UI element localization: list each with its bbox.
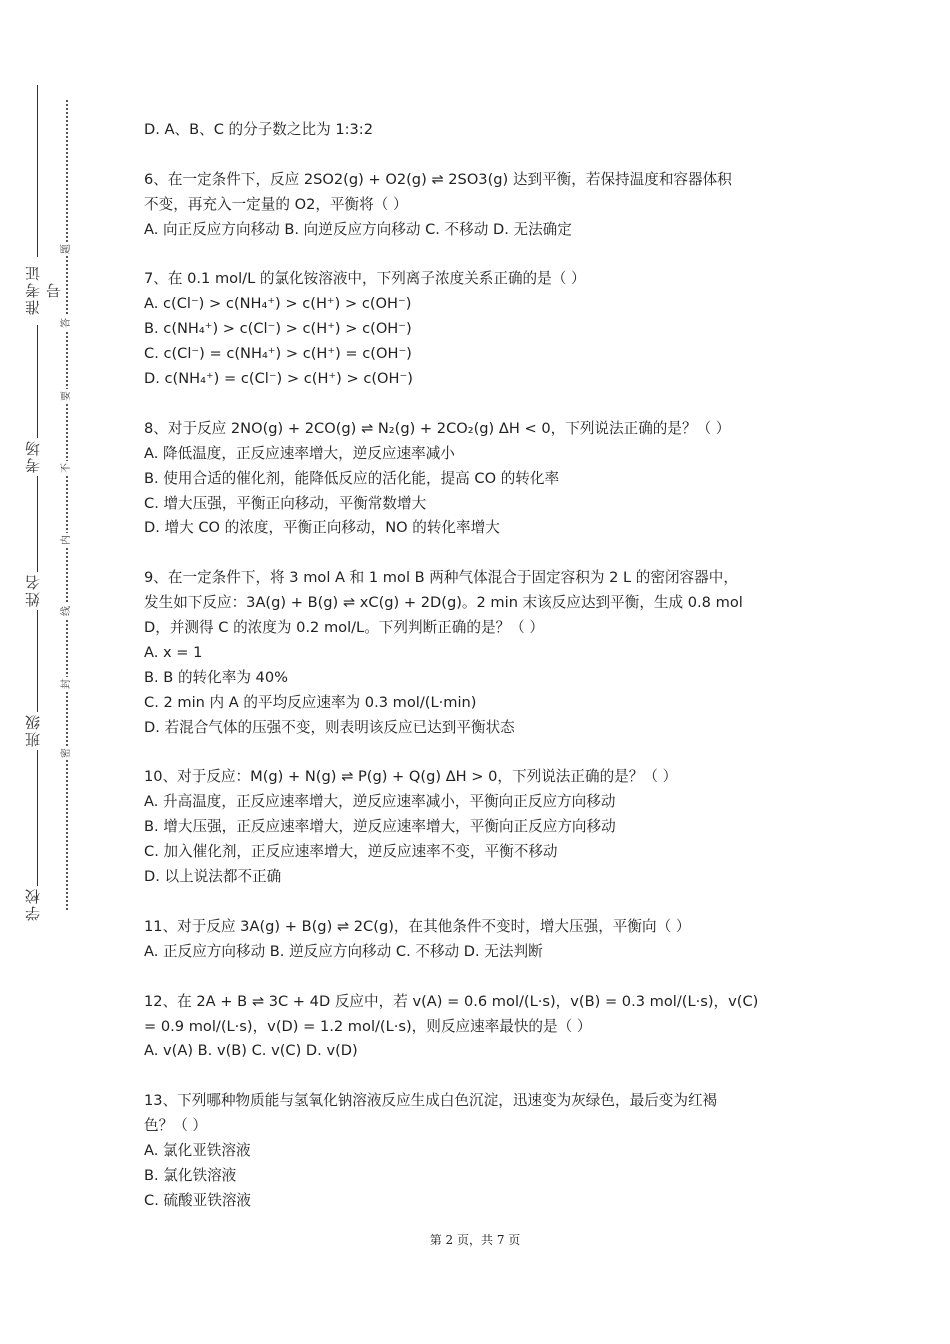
binding-line — [37, 476, 38, 572]
text-line: C. 增大压强，平衡正向移动，平衡常数增大 — [144, 494, 427, 512]
text-line: C. 硫酸亚铁溶液 — [144, 1191, 252, 1209]
binding-line — [37, 610, 38, 712]
text-line: B. c(NH₄⁺) > c(Cl⁻) > c(H⁺) > c(OH⁻) — [144, 320, 412, 338]
text-line: 7、在 0.1 mol/L 的氯化铵溶液中，下列离子浓度关系正确的是（ ） — [144, 270, 586, 288]
text-line: A. v(A) B. v(B) C. v(C) D. v(D) — [144, 1042, 358, 1060]
text-line: A. 向正反应方向移动 B. 向逆反应方向移动 C. 不移动 D. 无法确定 — [144, 220, 572, 238]
page-number: 第 2 页，共 7 页 — [429, 1233, 521, 1247]
seal-char: 封 — [61, 679, 72, 689]
text-line: 发生如下反应：3A(g) + B(g) ⇌ xC(g) + 2D(g)。2 min 末该反应达到平衡，生成 0.8 mol — [144, 594, 743, 612]
text-line: 不变，再充入一定量的 O2，平衡将（ ） — [144, 195, 408, 213]
seal-char: 要 — [61, 391, 72, 401]
line-gap — [144, 965, 810, 990]
line-gap — [144, 890, 810, 915]
text-line: 9、在一定条件下，将 3 mol A 和 1 mol B 两种气体混合于固定容积为 2 L 的密闭容器中， — [144, 569, 738, 587]
seal-char: 密 — [61, 748, 72, 758]
binding-line — [37, 85, 38, 257]
line-gap — [144, 243, 810, 268]
text-line: C. 加入催化剂，正反应速率增大，逆反应速率不变，平衡不移动 — [144, 843, 558, 861]
line-gap — [144, 741, 810, 766]
binding-line — [37, 750, 38, 886]
seal-char: 题 — [61, 244, 72, 254]
text-line: 12、在 2A + B ⇌ 3C + 4D 反应中，若 v(A) = 0.6 mol/(L·s)，v(B) = 0.3 mol/(L·s)，v(C) — [144, 992, 759, 1010]
binding-field-exam-number: 准考证号 — [24, 264, 63, 316]
text-line: A. 氯化亚铁溶液 — [144, 1142, 251, 1160]
binding-line — [37, 325, 38, 438]
binding-field-class: 班级 — [24, 713, 42, 747]
line-gap — [144, 1064, 810, 1089]
text-line: 8、对于反应 2NO(g) + 2CO(g) ⇌ N₂(g) + 2CO₂(g) ΔH < 0，下列说法正确的是？（ ） — [144, 419, 731, 437]
text-line: C. 2 min 内 A 的平均反应速率为 0.3 mol/(L·min) — [144, 693, 477, 711]
seal-char: 不 — [61, 463, 72, 473]
line-gap — [144, 541, 810, 566]
text-line: B. B 的转化率为 40% — [144, 668, 288, 686]
text-line: 13、下列哪种物质能与氢氧化钠溶液反应生成白色沉淀，迅速变为灰绿色，最后变为红褐 — [144, 1092, 718, 1110]
text-line: B. 增大压强，正反应速率增大，逆反应速率增大，平衡向正反应方向移动 — [144, 818, 616, 836]
text-line: 色？（ ） — [144, 1117, 208, 1135]
question-content — [144, 118, 810, 1214]
text-line: A. 升高温度，正反应速率增大，逆反应速率减小，平衡向正反应方向移动 — [144, 793, 616, 811]
seal-char: 线 — [61, 606, 72, 616]
text-line: A. 降低温度，正反应速率增大，逆反应速率减小 — [144, 444, 455, 462]
text-line: 10、对于反应：M(g) + N(g) ⇌ P(g) + Q(g) ΔH > 0，下列说法正确的是？（ ） — [144, 768, 678, 786]
text-line: B. 氯化铁溶液 — [144, 1166, 237, 1184]
binding-field-school: 学校 — [24, 887, 42, 921]
line-gap — [144, 392, 810, 417]
binding-field-exam-room: 考场 — [24, 439, 42, 473]
text-line: A. x = 1 — [144, 643, 203, 661]
text-line: B. 使用合适的催化剂，能降低反应的活化能，提高 CO 的转化率 — [144, 469, 560, 487]
text-line: D. c(NH₄⁺) = c(Cl⁻) > c(H⁺) > c(OH⁻) — [144, 370, 413, 388]
seal-char: 内 — [61, 535, 72, 545]
line-gap — [144, 143, 810, 168]
text-line: 6、在一定条件下，反应 2SO2(g) + O2(g) ⇌ 2SO3(g) 达到平衡，若保持温度和容器体积 — [144, 170, 732, 188]
text-line: D. 以上说法都不正确 — [144, 868, 282, 886]
text-line: A. c(Cl⁻) > c(NH₄⁺) > c(H⁺) > c(OH⁻) — [144, 295, 412, 313]
text-line: D. 增大 CO 的浓度，平衡正向移动，NO 的转化率增大 — [144, 519, 500, 537]
text-line: A. 正反应方向移动 B. 逆反应方向移动 C. 不移动 D. 无法判断 — [144, 942, 543, 960]
text-line: D. A、B、C 的分子数之比为 1:3:2 — [144, 121, 374, 138]
seal-char: 答 — [61, 318, 72, 328]
seal-dotted-line — [66, 100, 68, 910]
text-line: 11、对于反应 3A(g) + B(g) ⇌ 2C(g)，在其他条件不变时，增大压强，平衡向（ ） — [144, 917, 691, 935]
text-line: C. c(Cl⁻) = c(NH₄⁺) > c(H⁺) = c(OH⁻) — [144, 345, 412, 363]
text-line: = 0.9 mol/(L·s)，v(D) = 1.2 mol/(L·s)，则反应速率最快的是（ ） — [144, 1017, 592, 1035]
text-line: D，并测得 C 的浓度为 0.2 mol/L。下列判断正确的是？（ ） — [144, 619, 544, 637]
text-line: D. 若混合气体的压强不变，则表明该反应已达到平衡状态 — [144, 718, 515, 736]
binding-field-name: 姓名 — [24, 573, 42, 607]
